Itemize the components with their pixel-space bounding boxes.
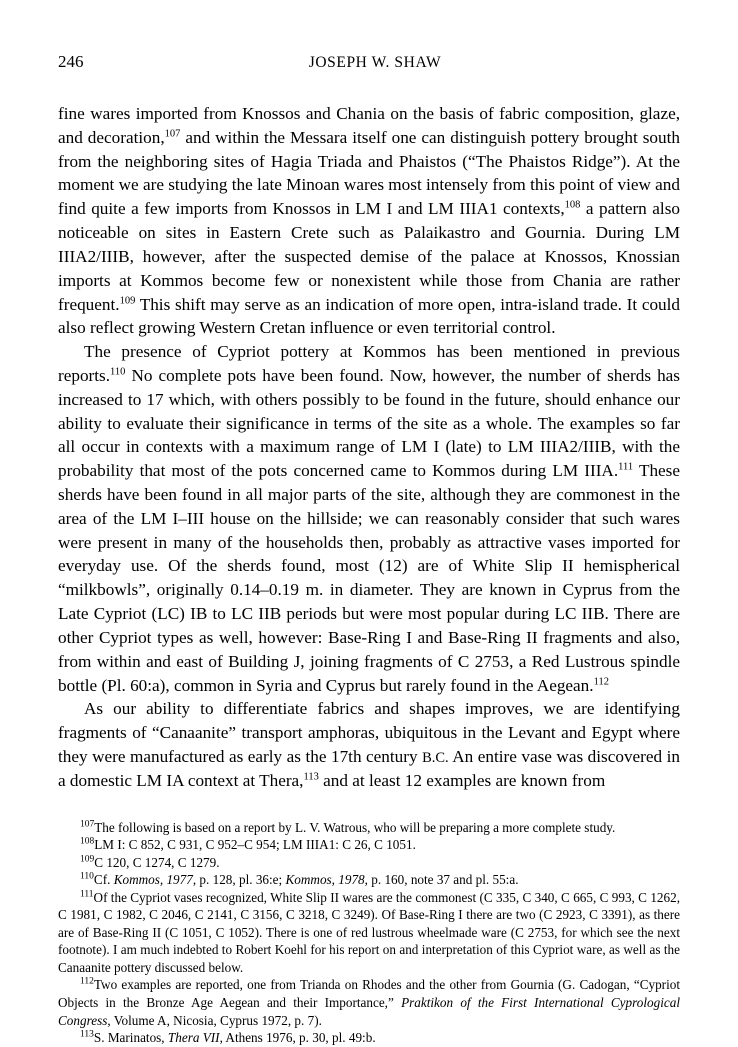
running-head-title: JOSEPH W. SHAW	[308, 54, 442, 71]
body-paragraph	[58, 102, 680, 340]
italic-text: Praktikon of the First International Cyprological Congress	[58, 995, 680, 1028]
footnote-marker: 111	[80, 889, 94, 900]
text-run: The presence of Cypriot pottery at Kommos has been mentioned in previous reports.	[58, 342, 680, 385]
footnote-marker: 107	[80, 819, 95, 830]
footnote-marker: 110	[80, 871, 94, 882]
text-run: fine wares imported from Knossos and Chania on the basis of fabric composition, glaze, and decoration,	[58, 104, 680, 147]
footnote	[58, 976, 680, 1029]
text-run: LM I: C 852, C 931, C 952–C 954; LM IIIA1: C 26, C 1051.	[94, 837, 416, 853]
text-run: , Athens 1976, p. 30, pl. 49:b.	[219, 1030, 376, 1046]
text-run: These sherds have been found in all major parts of the site, although they are commonest in the area of the LM I–III house on the hillside; we can reasonably consider that such wares were present in many of the households then, probably as attractive vases imported for everyday use. Of the sherds found, most (12) are of White Slip II hemispherical “milkbowls”, originally 0.14–0.19 m. in diameter. They are known in Cyprus from the Late Cypriot (LC) IB to LC IIB periods but were most popular during LC IIB. There are other Cypriot types as well, however: Base-Ring I and Base-Ring II fragments and also, from within and east of Building J, joining fragments of C 2753, a Red Lustrous spindle bottle (Pl. 60:a), common in Syria and Cyprus but rarely found in the Aegean.	[58, 461, 680, 695]
footnote-marker: 112	[593, 675, 609, 687]
footnote	[58, 836, 680, 854]
footnote-marker: 112	[80, 977, 94, 988]
footnotes-section	[58, 819, 680, 1047]
text-run: Of the Cypriot vases recognized, White Slip II wares are the commonest (C 335, C 340, C 665, C 993, C 1262, C 1981, C 1982, C 2046, C 2141, C 3156, C 3218, C 3249). Of Base-Ring I there are two (C 2923, C 3391), as there are of Base-Ring II (C 1051, C 1052). There is one of red lustrous wheelmade ware (C 2753, for which see the next footnote). I am much indebted to Robert Koehl for his report on and interpretation of this Cypriot ware, as well as the Canaanite pottery discussed below.	[58, 889, 680, 975]
text-run: C 120, C 1274, C 1279.	[94, 854, 220, 870]
footnote-marker: 107	[164, 128, 181, 140]
footnote-marker: 109	[80, 854, 95, 865]
small-caps-text: B.C.	[422, 749, 449, 766]
text-run: , p. 128, pl. 36:e;	[192, 872, 286, 888]
running-head	[58, 52, 680, 72]
text-run: , p. 160, note 37 and pl. 55:a.	[364, 872, 519, 888]
text-run: Two examples are reported, one from Trianda on Rhodes and the other from Gournia (G. Cadogan, “Cypriot Objects in the Bronze Age Aegean and their Importance,”	[58, 977, 680, 1011]
text-run: This shift may serve as an indication of more open, intra-island trade. It could also reflect growing Western Cretan influence or even territorial control.	[58, 294, 680, 338]
text-run: , Volume A, Nicosia, Cyprus 1972, p. 7).	[107, 1012, 322, 1028]
italic-text: Kommos, 1978	[285, 872, 365, 888]
footnote-marker: 110	[110, 366, 126, 378]
text-run: An entire vase was discovered in a domestic LM IA context at Thera,	[58, 746, 680, 790]
footnote	[58, 871, 680, 889]
text-run: Cf.	[93, 872, 114, 888]
body-text	[58, 102, 680, 793]
footnote	[58, 889, 680, 977]
text-run: a pattern also noticeable on sites in Eastern Crete such as Palaikastro and Gournia. During LM IIIA2/IIIB, however, after the suspected demise of the palace at Knossos, Knossian imports at Kommos become few or nonexistent while those from Chania are rather frequent.	[58, 199, 680, 314]
italic-text: Kommos, 1977	[113, 872, 193, 888]
footnote-marker: 109	[119, 294, 136, 306]
footnote	[58, 854, 680, 872]
footnote	[58, 819, 680, 837]
text-run: The following is based on a report by L. V. Watrous, who will be preparing a more complete study.	[94, 819, 616, 835]
footnote-marker: 108	[564, 199, 581, 211]
text-run: S. Marinatos,	[93, 1030, 168, 1046]
text-run: and at least 12 examples are known from	[318, 770, 606, 790]
footnote-marker: 113	[80, 1029, 94, 1040]
text-run: and within the Messara itself one can distinguish pottery brought south from the neighboring sites of Hagia Triada and Phaistos (“The Phaistos Ridge”). At the moment we are studying the late Minoan wares most intensely from this point of view and find quite a few imports from Knossos in LM I and LM IIIA1 contexts,	[58, 127, 680, 219]
body-paragraph	[58, 697, 680, 792]
text-run: As our ability to differentiate fabrics and shapes improves, we are identifying fragments of “Canaanite” transport amphoras, ubiquitous in the Levant and Egypt where they were manufactured as early as the 17th century	[58, 699, 680, 766]
italic-text: Thera VII	[167, 1030, 220, 1046]
footnote-marker: 108	[80, 836, 95, 847]
text-run: No complete pots have been found. Now, however, the number of sherds has increased to 17 which, with others possibly to be found in the future, should enhance our ability to evaluate their significance in terms of the site as a whole. The examples so far all occur in contexts with a maximum range of LM I (late) to LM IIIA2/IIIB, with the probability that most of the pots concerned came to Kommos during LM IIIA.	[58, 365, 680, 481]
footnote-marker: 111	[618, 461, 634, 473]
page-number: 246	[58, 52, 84, 71]
body-paragraph	[58, 340, 680, 697]
footnote	[58, 1029, 680, 1047]
footnote-marker: 113	[303, 771, 319, 783]
